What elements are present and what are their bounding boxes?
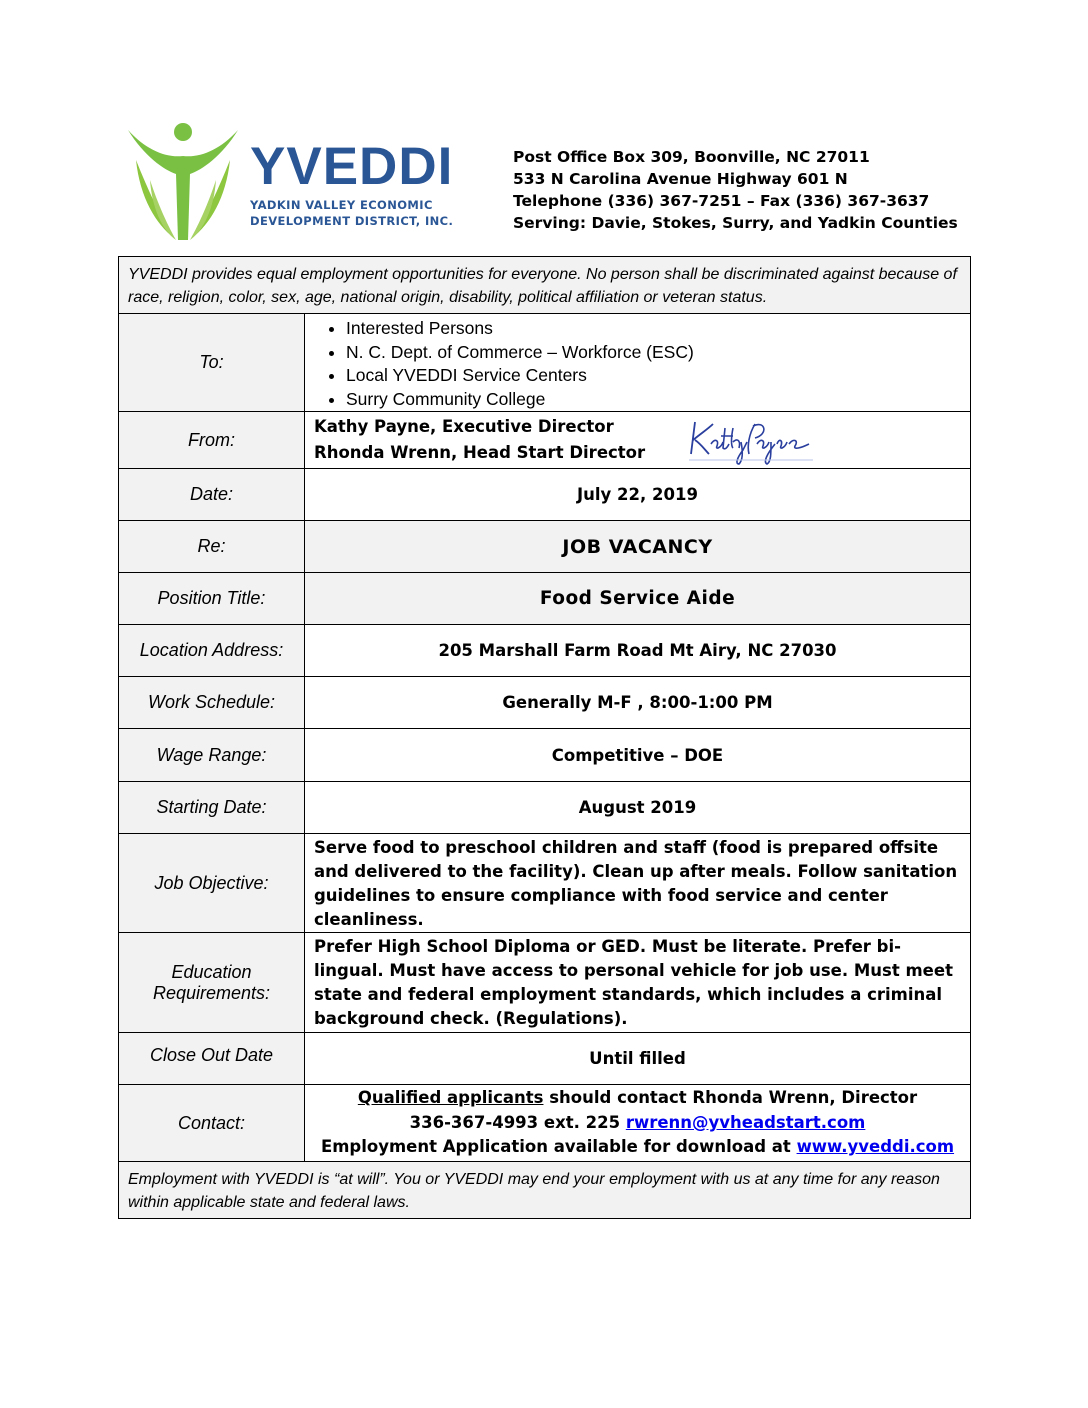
application-text: Employment Application available for download at — [320, 1137, 797, 1157]
contact-email-link[interactable]: rwrenn@yvheadstart.com — [625, 1112, 866, 1132]
education-label — [119, 933, 305, 1033]
list-item: • Local YVEDDI Service Centers — [346, 364, 970, 388]
re-value: JOB VACANCY — [305, 521, 971, 573]
phone-fax-line: Telephone (336) 367-7251 – Fax (336) 367-3637 — [513, 192, 930, 210]
from-label: From: — [119, 412, 305, 469]
location-value: 205 Marshall Farm Road Mt Airy, NC 27030 — [305, 625, 971, 677]
location-label: Location Address: — [119, 625, 305, 677]
wage-label: Wage Range: — [119, 729, 305, 782]
objective-label: Job Objective: — [119, 834, 305, 933]
from-line: Kathy Payne, Executive Director — [314, 417, 614, 436]
contact-instruction: should contact Rhonda Wrenn, Director — [543, 1088, 918, 1108]
eeo-statement: YVEDDI provides equal employment opportunities for everyone. No person shall be discriminated against because of race, religion, color, sex, age, national origin, disability, political affiliation or veteran status. — [119, 257, 971, 314]
service-area-line: Serving: Davie, Stokes, Surry, and Yadkin Counties — [513, 214, 958, 232]
schedule-value: Generally M-F , 8:00-1:00 PM — [305, 677, 971, 729]
position-value: Food Service Aide — [305, 573, 971, 625]
logo-subtitle-line1: YADKIN VALLEY ECONOMIC — [250, 198, 433, 212]
position-label: Position Title: — [119, 573, 305, 625]
close-out-value: Until filled — [305, 1033, 971, 1085]
address-line: Post Office Box 309, Boonville, NC 27011 — [513, 148, 870, 166]
job-vacancy-table — [118, 256, 971, 1219]
schedule-label: Work Schedule: — [119, 677, 305, 729]
to-label: To: — [119, 314, 305, 412]
website-link[interactable]: www.yveddi.com — [796, 1137, 955, 1157]
education-value — [305, 933, 971, 1033]
at-will-statement: Employment with YVEDDI is “at will”. You or YVEDDI may end your employment with us at any time for any reason within applicable state and federal laws. — [119, 1162, 971, 1219]
list-item: • Surry Community College — [346, 388, 970, 412]
contact-value — [305, 1085, 971, 1162]
to-recipients — [305, 314, 971, 412]
handwritten-signature — [685, 414, 815, 471]
list-item: • N. C. Dept. of Commerce – Workforce (ESC) — [346, 341, 970, 365]
logo-figure-icon — [126, 120, 246, 244]
address-line: 533 N Carolina Avenue Highway 601 N — [513, 170, 848, 188]
wage-value: Competitive – DOE — [305, 729, 971, 782]
from-line: Rhonda Wrenn, Head Start Director — [314, 443, 646, 462]
starting-date-label: Starting Date: — [119, 782, 305, 834]
yveddi-logo — [126, 120, 456, 244]
from-value — [305, 412, 971, 469]
close-out-label: Close Out Date — [119, 1033, 305, 1085]
education-label-line: Education — [171, 961, 252, 982]
logo-subtitle-line2: DEVELOPMENT DISTRICT, INC. — [250, 214, 454, 228]
education-label-line: Requirements: — [152, 982, 271, 1003]
starting-date-value: August 2019 — [305, 782, 971, 834]
date-label: Date: — [119, 469, 305, 521]
education-requirements: Must have access to personal vehicle for job use. Must meet state and federal employment standards, which includes a criminal background check. (Regulations). — [314, 961, 953, 1028]
contact-label: Contact: — [119, 1085, 305, 1162]
qualified-applicants: Qualified applicants — [357, 1088, 544, 1108]
date-value: July 22, 2019 — [305, 469, 971, 521]
recipient-list — [305, 317, 970, 411]
logo-wordmark: YVEDDI — [250, 137, 454, 196]
re-label: Re: — [119, 521, 305, 573]
contact-phone: 336-367-4993 ext. 225 — [409, 1112, 626, 1132]
list-item: • Interested Persons — [346, 317, 970, 341]
objective-value: Serve food to preschool children and staff (food is prepared offsite and delivered to the facility). Clean up after meals. Follow sanitation guidelines to ensure compliance with food service and center cleanliness. — [305, 834, 971, 933]
letterhead-address — [513, 146, 958, 234]
education-preferences: Prefer High School Diploma or GED. Must be literate. Prefer bi-lingual. — [314, 937, 901, 980]
